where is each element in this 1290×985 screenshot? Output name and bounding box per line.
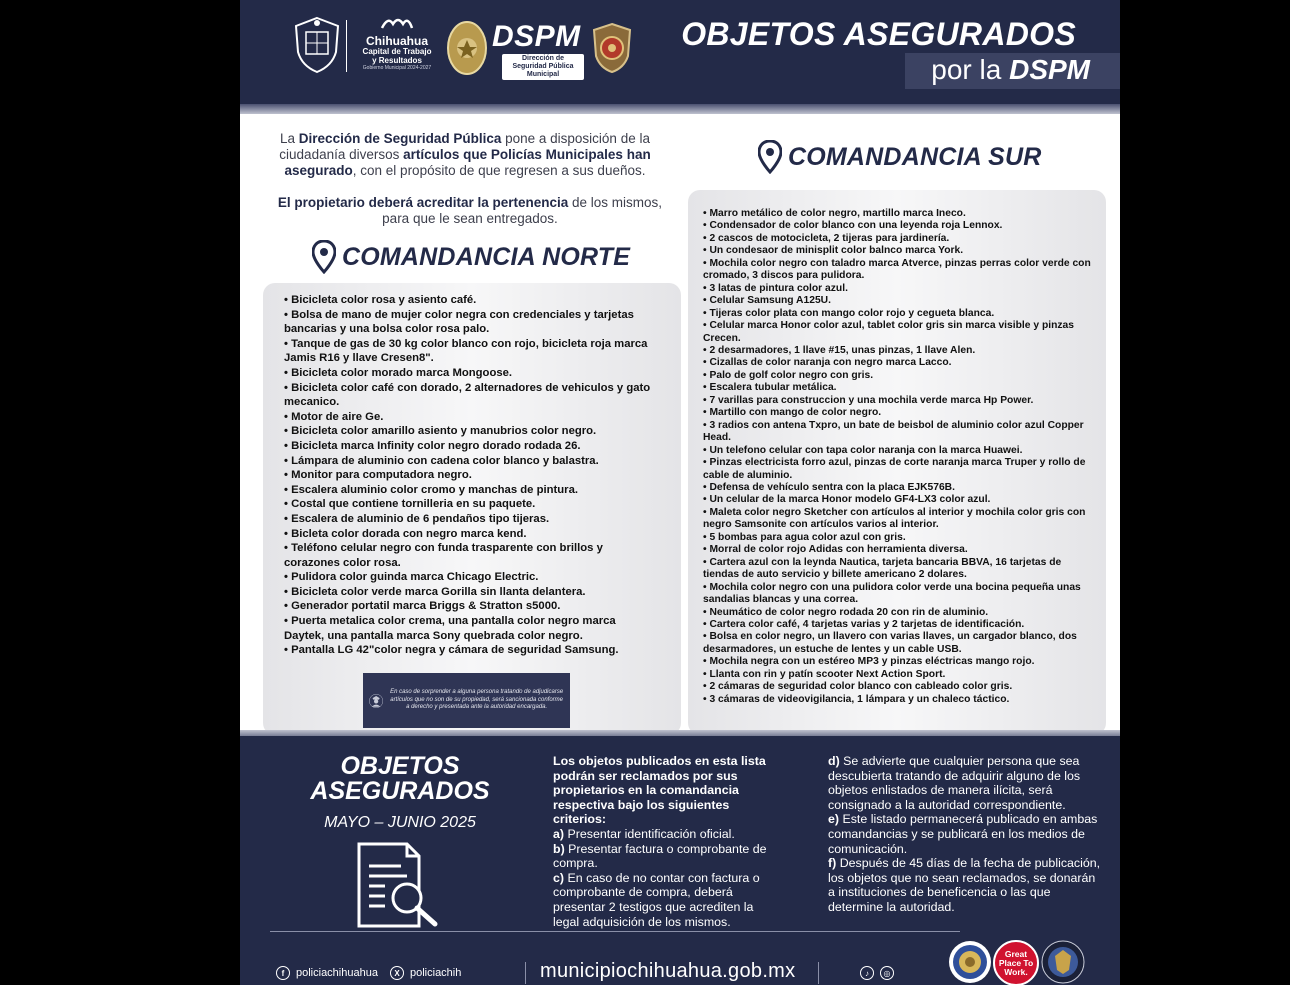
list-item: • 5 bombas para agua color azul con gris. bbox=[703, 532, 1095, 544]
list-item: • Marro metálico de color negro, martillo marca Ineco. bbox=[703, 208, 1095, 220]
criterion-letter: d) bbox=[828, 754, 840, 768]
ownership-text-b: de los mismos, para que le sean entregados. bbox=[382, 195, 663, 226]
header-stripe bbox=[240, 104, 1120, 114]
list-item: • Mochila negra con un estéreo MP3 y pinzas eléctricas mango rojo. bbox=[703, 656, 1095, 668]
criterion-a bbox=[553, 827, 783, 842]
dspm-logo-text: DSPM bbox=[492, 20, 581, 53]
list-item: • Pulidora color guinda marca Chicago Electric. bbox=[284, 570, 656, 585]
list-item: • Morral de color rojo Adidas con herramienta diversa. bbox=[703, 544, 1095, 556]
list-item: • Un celular de la marca Honor modelo GF4-LX3 color azul. bbox=[703, 494, 1095, 506]
footer-intro: Los objetos publicados en esta lista podrán ser reclamados por sus propietarios en la comandancia respectiva bajo los siguientes criterios: bbox=[553, 754, 766, 827]
x-icon: X bbox=[390, 966, 404, 980]
footer-bar-left bbox=[525, 962, 526, 984]
criterion-letter: c) bbox=[553, 870, 565, 885]
chihuahua-name: Chihuahua bbox=[366, 34, 428, 48]
list-item: • Palo de golf color negro con gris. bbox=[703, 370, 1095, 382]
dspm-shield-icon bbox=[590, 22, 634, 74]
great-place-to-work-badge: Great Place To Work. bbox=[993, 940, 1039, 985]
criterion-e bbox=[828, 812, 1103, 856]
location-pin-icon bbox=[758, 140, 782, 174]
list-item: • Martillo con mango de color negro. bbox=[703, 407, 1095, 419]
facebook-handle: policiachihuahua bbox=[296, 967, 378, 979]
sur-card bbox=[688, 190, 1106, 735]
academy-seal-icon bbox=[1041, 940, 1085, 984]
x-link[interactable] bbox=[390, 966, 461, 980]
facebook-link[interactable] bbox=[276, 966, 378, 980]
list-item: • Monitor para computadora negro. bbox=[284, 468, 656, 483]
list-item: • Costal que contiene tornilleria en su paquete. bbox=[284, 497, 656, 512]
list-item: • Escalera aluminio color cromo y manchas de pintura. bbox=[284, 483, 656, 498]
municipal-seal-icon bbox=[948, 940, 992, 984]
ownership-paragraph bbox=[268, 195, 672, 227]
list-item: • Puerta metalica color crema, una pantalla color negro marca Daytek, una pantalla marca Sony quebrada color negro. bbox=[284, 614, 656, 643]
subtitle-bold: DSPM bbox=[1009, 54, 1090, 85]
list-item: • Un telefono celular con tapa color naranja con la marca Huawei. bbox=[703, 445, 1095, 457]
list-item: • Cartera color café, 4 tarjetas varias y 2 tarjetas de identificación. bbox=[703, 619, 1095, 631]
list-item: • 7 varillas para construccion y una mochila verde marca Hp Power. bbox=[703, 395, 1095, 407]
subtitle-prefix: por la bbox=[931, 54, 1002, 85]
list-item: • 2 desarmadores, 1 llave #15, unas pinzas, 1 llave Alen. bbox=[703, 345, 1095, 357]
list-item: • Escalera de aluminio de 6 pendaños tipo tijeras. bbox=[284, 512, 656, 527]
criterion-letter: b) bbox=[553, 841, 565, 856]
intro-text-b: Dirección de Seguridad Pública bbox=[298, 131, 502, 146]
list-item: • Generador portatil marca Briggs & Stratton s5000. bbox=[284, 599, 656, 614]
intro-text-a: La bbox=[280, 131, 299, 146]
chihuahua-government: Gobierno Municipal 2024-2027 bbox=[362, 65, 432, 71]
criterion-f bbox=[828, 856, 1103, 914]
footer-divider bbox=[270, 931, 960, 932]
poster bbox=[240, 0, 1120, 985]
list-item: • Bicicleta color rosa y asiento café. bbox=[284, 293, 656, 308]
chihuahua-slogan-2: y Resultados bbox=[372, 56, 422, 65]
criterion-letter: f) bbox=[828, 856, 837, 871]
norte-title bbox=[312, 240, 630, 274]
criterion-text: Se advierte que cualquier persona que sea descubierta tratando de adquirir alguno de los objetos enlistados de manera ilícita, será consignado a la autoridad correspondiente. bbox=[828, 754, 1081, 812]
list-item: • Bicicleta color verde marca Gorilla sin llanta delantera. bbox=[284, 585, 656, 600]
list-item: • Motor de aire Ge. bbox=[284, 410, 656, 425]
footer-title-line2: ASEGURADOS bbox=[310, 777, 490, 805]
website-link[interactable]: municipiochihuahua.gob.mx bbox=[540, 960, 796, 982]
list-item: • Celular Samsung A125U. bbox=[703, 295, 1095, 307]
list-item: • Celular marca Honor color azul, tablet color gris sin marca visible y pinzas Crecen. bbox=[703, 320, 1095, 345]
list-item: • 3 latas de pintura color azul. bbox=[703, 283, 1095, 295]
norte-item-list bbox=[284, 293, 656, 658]
list-item: • Lámpara de aluminio con cadena color blanco y balastra. bbox=[284, 454, 656, 469]
criterion-text: Este listado permanecerá publicado en ambas comandancias y se publicará en los medios de comunicación. bbox=[828, 812, 1098, 856]
footer-title bbox=[300, 754, 500, 804]
footer-criteria-col1 bbox=[553, 754, 783, 929]
footer bbox=[240, 736, 1120, 985]
criterion-letter: e) bbox=[828, 812, 840, 827]
header-title: OBJETOS ASEGURADOS bbox=[681, 16, 1076, 52]
criterion-text: En caso de no contar con factura o comprobante de compra, deberá presentar 2 testigos que acrediten la legal adquisición de los mismos. bbox=[553, 870, 760, 929]
criterion-d bbox=[828, 754, 1103, 812]
list-item: • Teléfono celular negro con funda trasparente con brillos y corazones color rosa. bbox=[284, 541, 656, 570]
list-item: • Pinzas electricista forro azul, pinzas de corte naranja marca Truper y rollo de cable de aluminio. bbox=[703, 457, 1095, 482]
criterion-text: Después de 45 días de la fecha de publicación, los objetos que no sean reclamados, se donarán a instituciones de beneficencia o las que determine la autoridad. bbox=[828, 856, 1101, 914]
sur-title bbox=[758, 140, 1041, 174]
intro-text-d: artículos que Policías Municipales han asegurado bbox=[284, 147, 651, 178]
list-item: • Escalera tubular metálica. bbox=[703, 382, 1095, 394]
police-badge-icon bbox=[446, 18, 488, 76]
social-icons bbox=[860, 966, 894, 980]
list-item: • Bicicleta color café con dorado, 2 alternadores de vehiculos y gato mecanico. bbox=[284, 381, 656, 410]
list-item: • 3 radios con antena Txpro, un bate de beisbol de aluminio color azul Copper Head. bbox=[703, 420, 1095, 445]
list-item: • 3 cámaras de videovigilancia, 1 lámpara y un chaleco táctico. bbox=[703, 694, 1095, 706]
intro-text-e: , con el propósito de que regresen a sus dueños. bbox=[352, 163, 646, 178]
police-officer-icon bbox=[369, 679, 383, 723]
sur-title-text: COMANDANCIA SUR bbox=[788, 142, 1042, 171]
list-item: • Bicicleta marca Infinity color negro dorado rodada 26. bbox=[284, 439, 656, 454]
x-handle: policiachih bbox=[410, 967, 462, 979]
list-item: • Mochila color negro con una pulidora color verde una bocina pequeña unas sandalias blancas y una correa. bbox=[703, 582, 1095, 607]
municipal-shield-icon bbox=[292, 16, 342, 74]
intro-text-c: pone a disposición de la ciudadanía diversos bbox=[279, 131, 650, 162]
criterion-c bbox=[553, 871, 783, 929]
chihuahua-slogan-1: Capital de Trabajo bbox=[362, 47, 432, 56]
criterion-b bbox=[553, 842, 783, 871]
list-item: • Neumático de color negro rodada 20 con rin de aluminio. bbox=[703, 607, 1095, 619]
norte-title-text: COMANDANCIA NORTE bbox=[342, 242, 631, 271]
list-item: • Llanta con rin y patín scooter Next Action Sport. bbox=[703, 669, 1095, 681]
list-item: • Maleta color negro Sketcher con artículos al interior y mochila color gris con negro Samsonite con artículos varios al interior. bbox=[703, 507, 1095, 532]
list-item: • Defensa de vehículo sentra con la placa EJK576B. bbox=[703, 482, 1095, 494]
dspm-subtitle: Dirección de Seguridad Pública Municipal bbox=[502, 54, 584, 80]
criterion-letter: a) bbox=[553, 826, 565, 841]
warning-box bbox=[363, 673, 570, 728]
list-item: • Cizallas de color naranja con negro marca Lacco. bbox=[703, 357, 1095, 369]
header-subtitle bbox=[931, 54, 1090, 86]
ownership-text-a: El propietario deberá acreditar la pertenencia bbox=[277, 195, 569, 210]
list-item: • Condensador de color blanco con una leyenda roja Lennox. bbox=[703, 220, 1095, 232]
list-item: • Un condesaor de minisplit color balnco marca York. bbox=[703, 245, 1095, 257]
footer-period: MAYO – JUNIO 2025 bbox=[324, 814, 476, 831]
instagram-icon[interactable]: ◎ bbox=[880, 966, 894, 980]
list-item: • Bolsa en color negro, un llavero con varias llaves, un cargador blanco, dos desarmadores, un estuche de lentes y un cable USB. bbox=[703, 631, 1095, 656]
norte-card bbox=[263, 283, 681, 735]
warning-text: En caso de sorprender a alguna persona tratando de adjudicarse artículos que no son de su propiedad, será sancionada conforme a derecho y presentada ante la autoridad encargada. bbox=[390, 689, 564, 711]
chihuahua-mountain-icon bbox=[380, 14, 414, 30]
chihuahua-logo bbox=[352, 14, 442, 72]
list-item: • Tanque de gas de 30 kg color blanco con rojo, bicicleta roja marca Jamis R16 y llave Cresen8". bbox=[284, 337, 656, 366]
tiktok-icon[interactable]: ♪ bbox=[860, 966, 874, 980]
list-item: • Pantalla LG 42"color negra y cámara de seguridad Samsung. bbox=[284, 643, 656, 658]
sur-item-list bbox=[703, 208, 1095, 706]
list-item: • Bolsa de mano de mujer color negra con credenciales y tarjetas bancarias y una bolsa color rosa palo. bbox=[284, 308, 656, 337]
criterion-text: Presentar identificación oficial. bbox=[564, 826, 735, 841]
list-item: • Cartera azul con la leynda Nautica, tarjeta bancaria BBVA, 16 tarjetas de tiendas de auto servicio y billete americano 2 dolares. bbox=[703, 557, 1095, 582]
list-item: • Bicicleta color amarillo asiento y manubrios color negro. bbox=[284, 424, 656, 439]
location-pin-icon bbox=[312, 240, 336, 274]
footer-criteria-col2 bbox=[828, 754, 1103, 915]
criterion-text: Presentar factura o comprobante de compra. bbox=[553, 841, 767, 871]
list-item: • 2 cámaras de seguridad color blanco con cableado color gris. bbox=[703, 681, 1095, 693]
facebook-icon: f bbox=[276, 966, 290, 980]
footer-bar-right bbox=[818, 962, 819, 984]
list-item: • Mochila color negro con taladro marca Atverce, pinzas perras color verde con cromado, 3 discos para pulidora. bbox=[703, 258, 1095, 283]
list-item: • Bicicleta color morado marca Mongoose. bbox=[284, 366, 656, 381]
list-item: • Tijeras color plata con mango color rojo y cegueta blanca. bbox=[703, 308, 1095, 320]
footer-title-line1: OBJETOS bbox=[340, 752, 460, 780]
header bbox=[240, 0, 1120, 110]
document-search-icon bbox=[355, 840, 445, 932]
list-item: • Bicleta color dorada con negro marca kend. bbox=[284, 527, 656, 542]
list-item: • 2 cascos de motocicleta, 2 tijeras para jardinería. bbox=[703, 233, 1095, 245]
intro-paragraph bbox=[258, 131, 672, 179]
logo-divider bbox=[346, 20, 347, 72]
